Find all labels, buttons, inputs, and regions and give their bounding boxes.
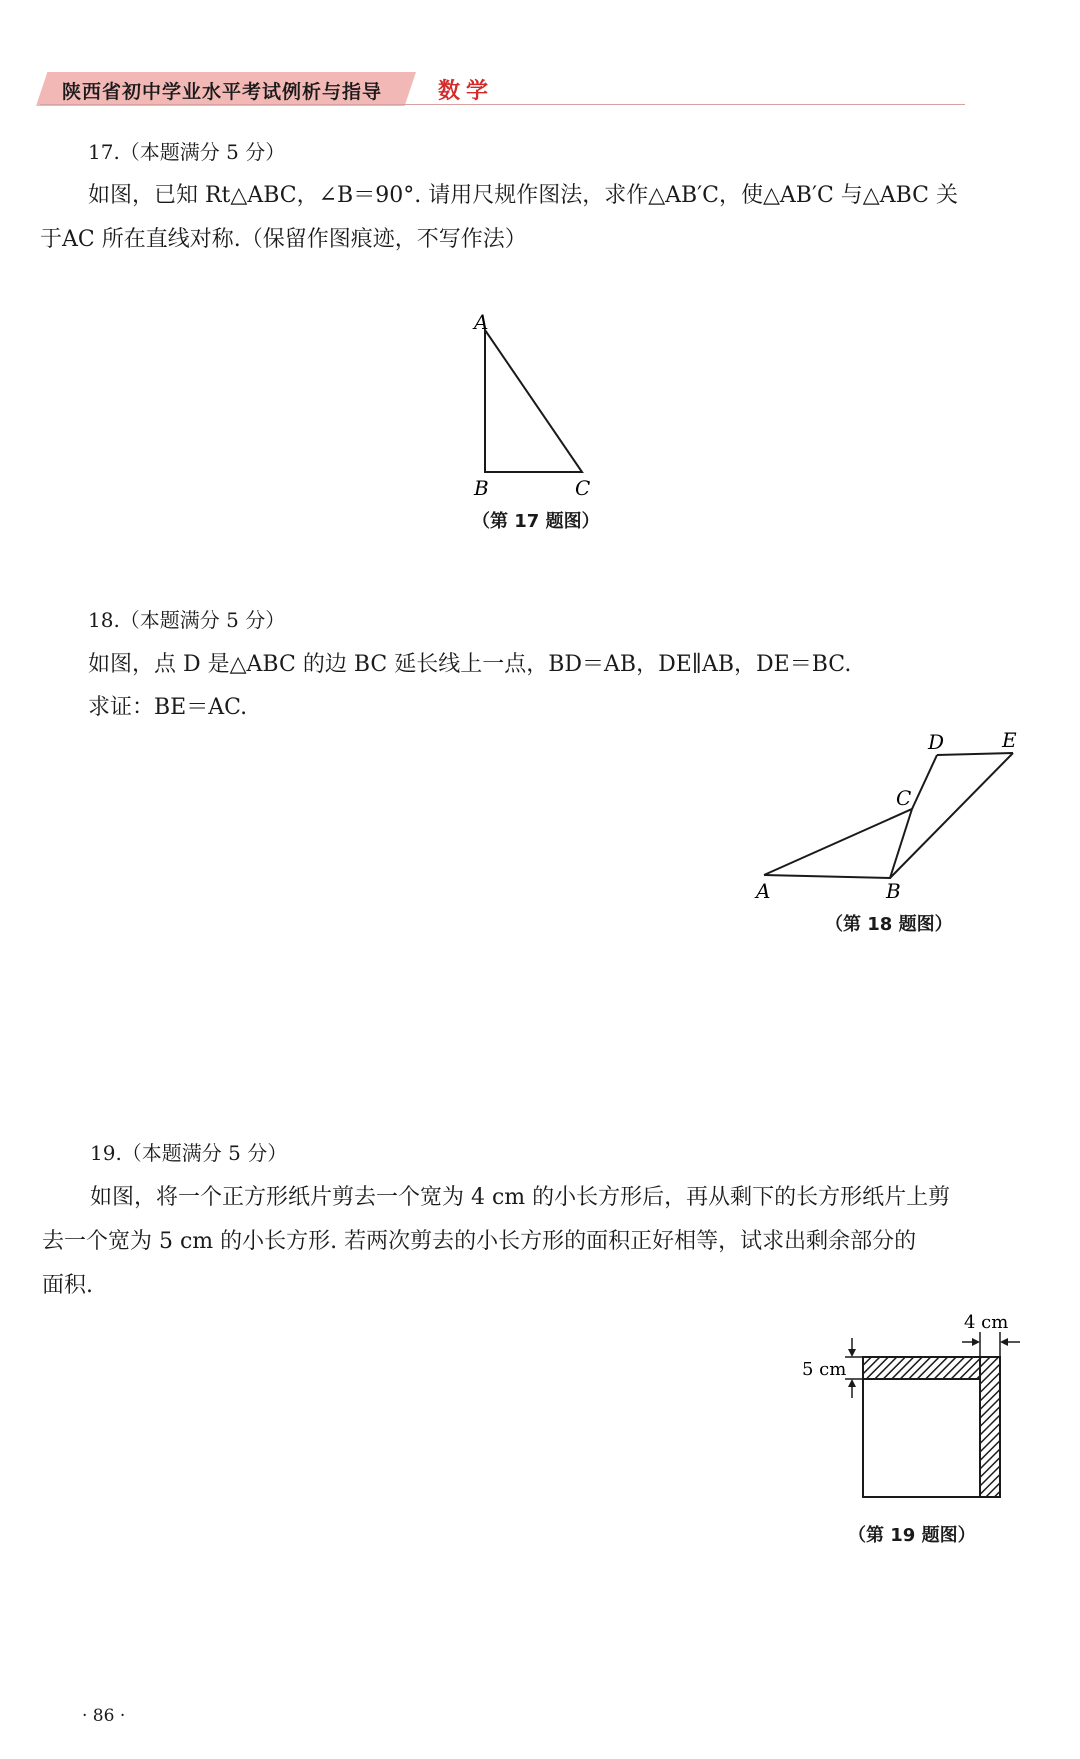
q19-line-1: 如图，将一个正方形纸片剪去一个宽为 4 cm 的小长方形后，再从剩下的长方形纸片上剪 (90, 1185, 951, 1210)
dim-left-arrowhead-top (848, 1349, 856, 1357)
q18-line-2: 求证：BE＝AC. (88, 695, 248, 720)
triangle-abc (485, 330, 582, 472)
q19-caption: （第 19 题图） (848, 1525, 976, 1546)
q19-figure (790, 1310, 1030, 1520)
q17-line-1: 如图，已知 Rt△ABC，∠B＝90°. 请用尺规作图法，求作△AB′C，使△AB′C 与△ABC 关 (88, 183, 959, 208)
dim-left-label: 5 cm (802, 1359, 847, 1380)
segment-be (890, 753, 1013, 878)
q18-line-1: 如图，点 D 是△ABC 的边 BC 延长线上一点，BD＝AB，DE∥AB，DE＝BC. (88, 652, 852, 677)
dim-left-arrowhead-bottom (848, 1379, 856, 1387)
header-subject: 数学 (438, 78, 495, 104)
triangle-abc (764, 809, 912, 878)
segment-cd (912, 755, 937, 809)
q17-figure (460, 305, 600, 505)
dim-top-arrowhead-right (1000, 1338, 1008, 1346)
label-d: D (928, 730, 945, 754)
dim-top-arrowhead-left (972, 1338, 980, 1346)
q19-line-3: 面积. (42, 1273, 93, 1298)
label-b: B (886, 879, 901, 903)
q17-line-2: 于AC 所在直线对称.（保留作图痕迹，不写作法） (40, 227, 527, 252)
label-a: A (474, 310, 489, 334)
q18-figure (740, 725, 1040, 905)
q19-title: 19.（本题满分 5 分） (90, 1141, 288, 1165)
q19-line-2: 去一个宽为 5 cm 的小长方形. 若两次剪去的小长方形的面积正好相等，试求出剩余部分的 (42, 1229, 917, 1254)
label-c: C (896, 786, 912, 810)
label-b: B (474, 476, 489, 500)
q18-caption: （第 18 题图） (825, 914, 953, 935)
cut-strip-right (980, 1357, 1000, 1497)
cut-strip-top (863, 1357, 980, 1379)
dim-top-label: 4 cm (964, 1312, 1009, 1333)
segment-de (937, 753, 1013, 755)
q18-title: 18.（本题满分 5 分） (88, 608, 286, 632)
label-a: A (756, 879, 771, 903)
header-title: 陕西省初中学业水平考试例析与指导 (62, 81, 383, 103)
q17-title: 17.（本题满分 5 分） (88, 140, 286, 164)
header-rule (40, 104, 965, 105)
label-e: E (1002, 728, 1017, 752)
q17-caption: （第 17 题图） (472, 511, 600, 532)
label-c: C (575, 476, 591, 500)
page-number: · 86 · (82, 1706, 126, 1726)
